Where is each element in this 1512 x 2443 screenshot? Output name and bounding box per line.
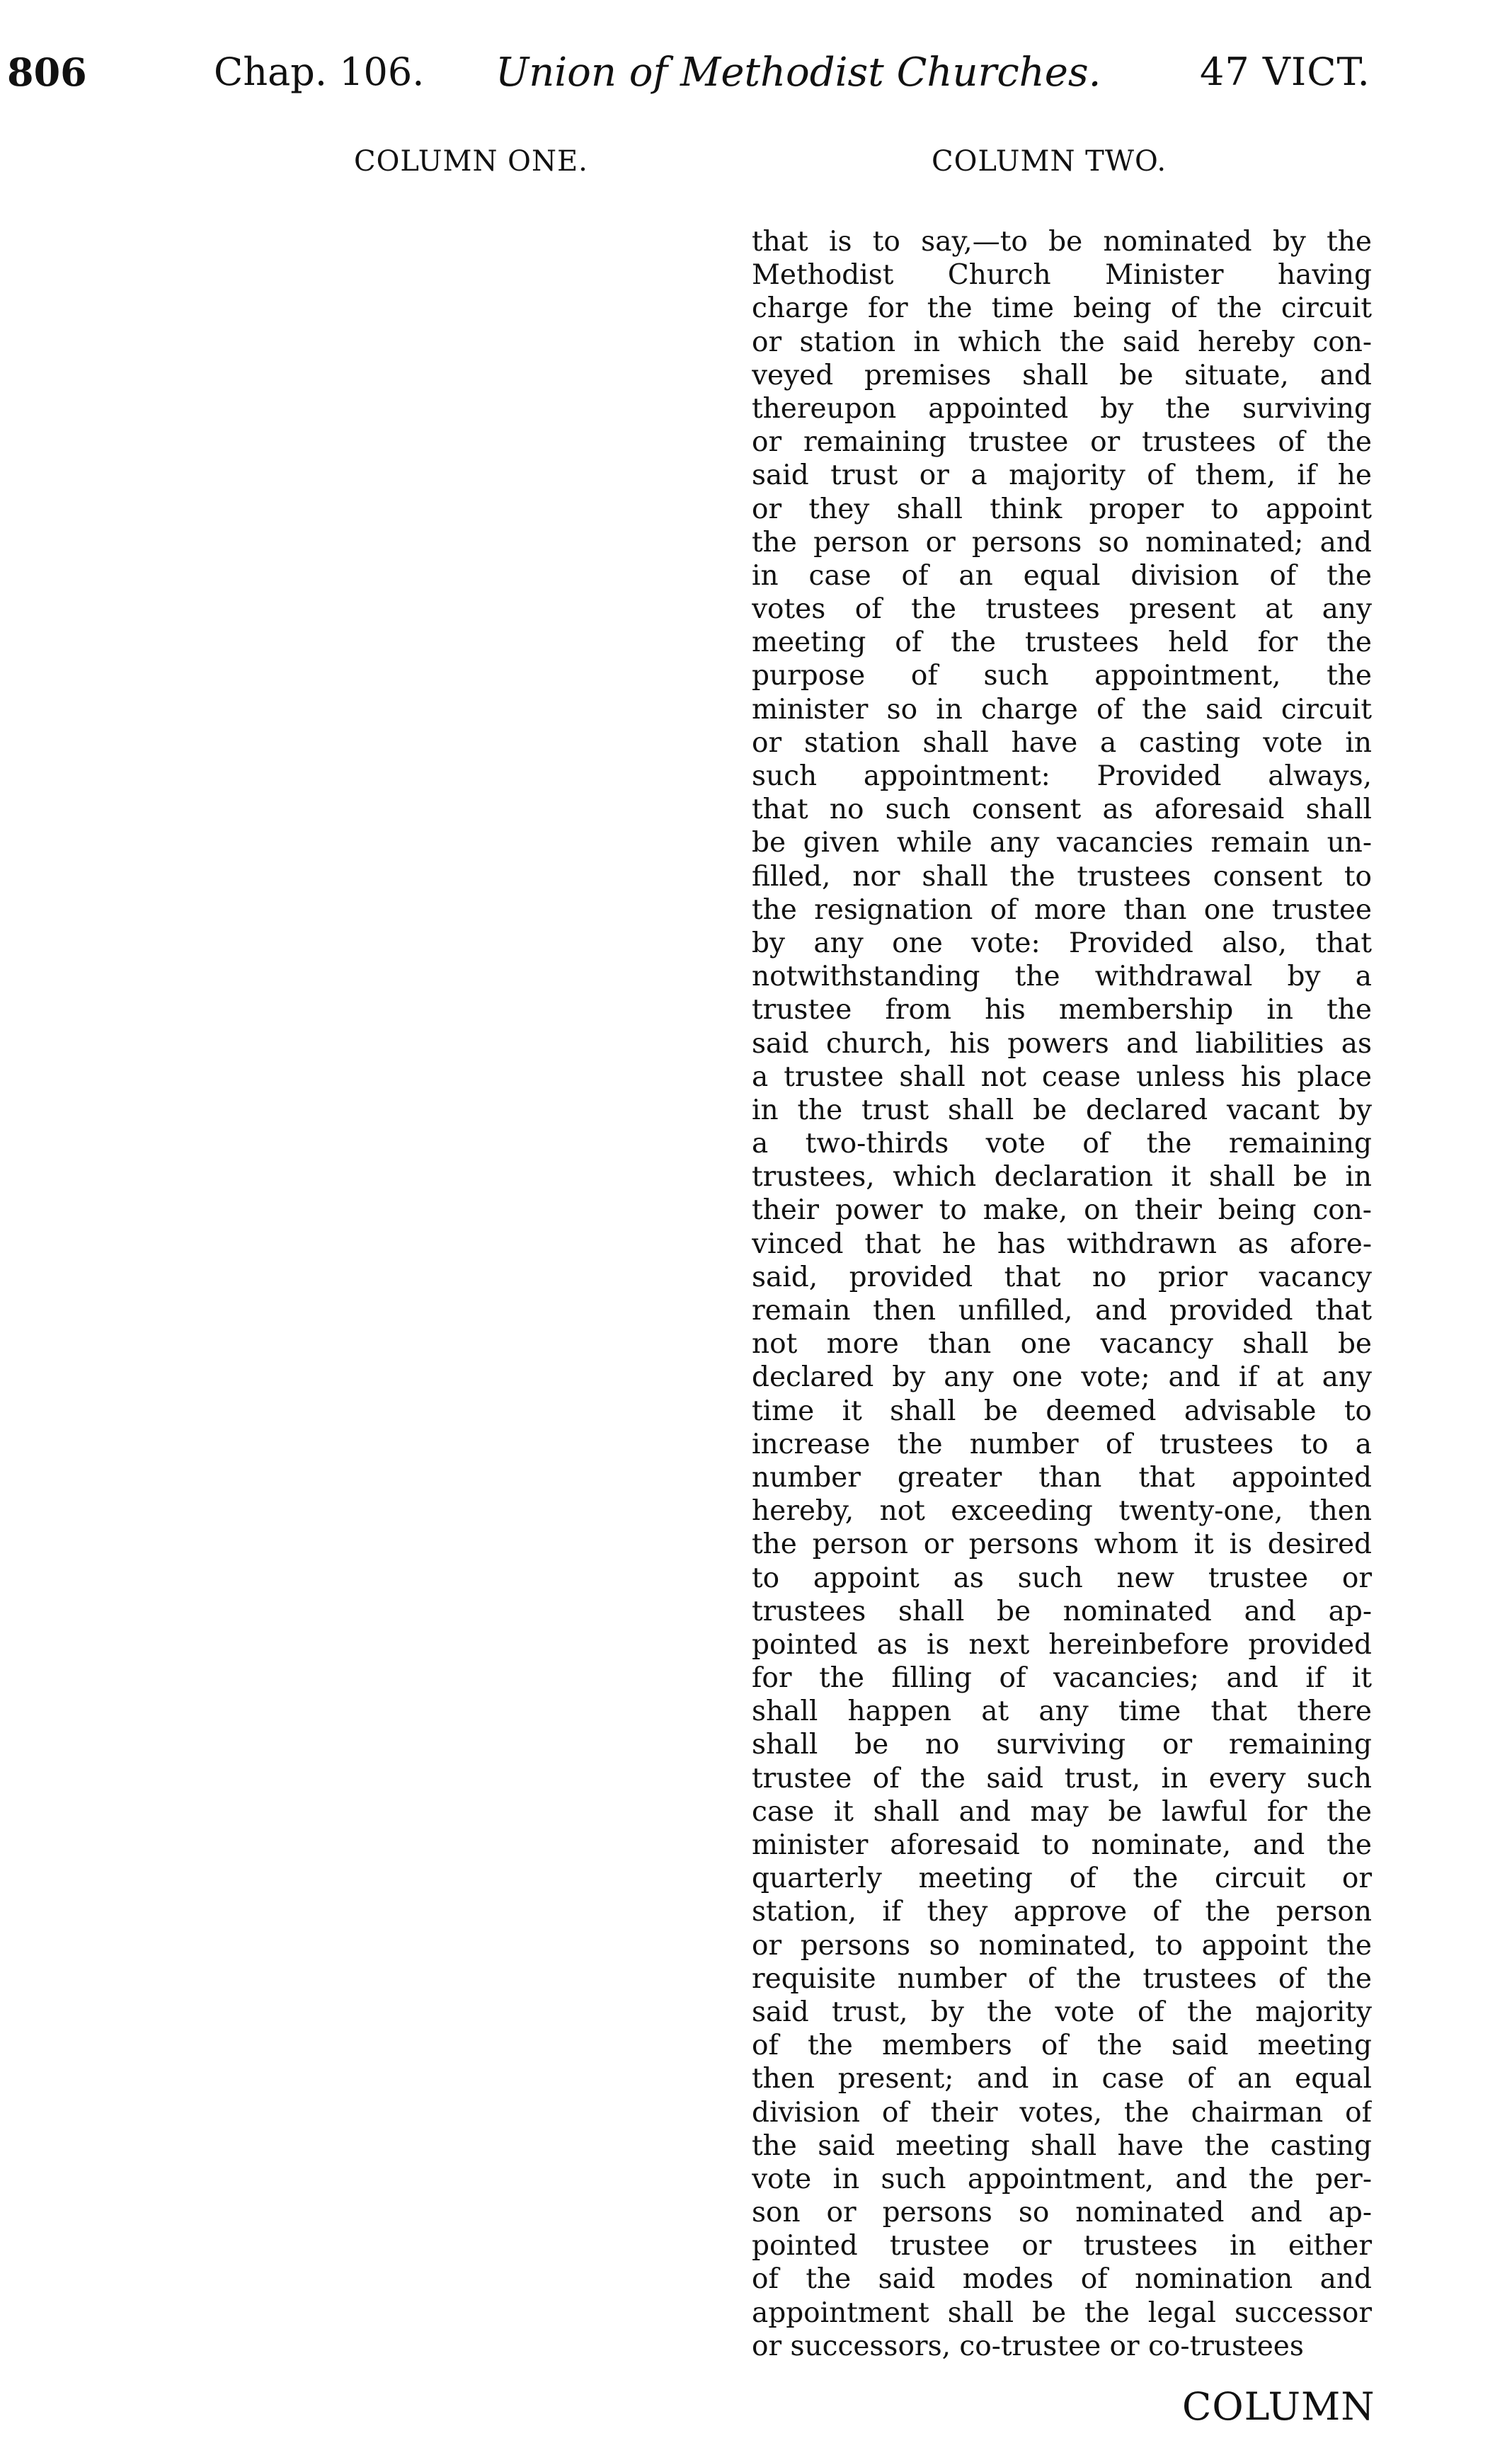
text-line: to appoint as such new trustee or [752, 1562, 1372, 1594]
text-line: for the filling of vacancies; and if it [752, 1662, 1372, 1695]
text-line: votes of the trustees present at any [752, 593, 1372, 626]
text-line: or station in which the said hereby con- [752, 326, 1372, 358]
chapter-label: Chap. 106. [214, 50, 425, 94]
text-line: then present; and in case of an equal [752, 2063, 1372, 2095]
text-line: increase the number of trustees to a [752, 1428, 1372, 1460]
column-one-heading: COLUMN ONE. [354, 145, 588, 178]
text-line: their power to make, on their being con- [752, 1194, 1372, 1227]
text-line: not more than one vacancy shall be [752, 1328, 1372, 1361]
text-line: filled, nor shall the trustees consent to [752, 860, 1372, 893]
text-line: said, provided that no prior vacancy [752, 1261, 1372, 1293]
text-line: declared by any one vote; and if at any [752, 1361, 1372, 1394]
text-line: the said meeting shall have the casting [752, 2129, 1372, 2162]
text-line: or successors, co-trustee or co-trustees [752, 2330, 1304, 2362]
text-line: by any one vote: Provided also, that [752, 927, 1372, 959]
text-line: shall be no surviving or remaining [752, 1729, 1372, 1761]
text-line: in the trust shall be declared vacant by [752, 1094, 1372, 1126]
text-line: minister aforesaid to nominate, and the [752, 1829, 1372, 1861]
text-line: trustees, which declaration it shall be in [752, 1161, 1372, 1194]
column-two-heading: COLUMN TWO. [932, 145, 1167, 178]
text-line: or remaining trustee or trustees of the [752, 426, 1372, 459]
regnal-year: 47 VICT. [1200, 50, 1370, 94]
text-line: in case of an equal division of the [752, 559, 1372, 592]
text-line: thereupon appointed by the surviving [752, 392, 1372, 425]
text-line: said trust or a majority of them, if he [752, 459, 1372, 492]
text-line: division of their votes, the chairman of [752, 2096, 1372, 2129]
text-line: of the said modes of nomination and [752, 2263, 1372, 2296]
text-line: vinced that he has withdrawn as afore- [752, 1228, 1372, 1260]
text-line: Methodist Church Minister having [752, 259, 1372, 292]
text-line: shall happen at any time that there [752, 1695, 1372, 1728]
text-line: appointment shall be the legal successor [752, 2296, 1372, 2329]
text-line: a trustee shall not cease unless his place [752, 1060, 1372, 1093]
text-line: charge for the time being of the circuit [752, 292, 1372, 325]
text-line: pointed trustee or trustees in either [752, 2230, 1372, 2262]
text-line: trustees shall be nominated and ap- [752, 1595, 1372, 1627]
text-line: meeting of the trustees held for the [752, 627, 1372, 659]
text-line: or persons so nominated, to appoint the [752, 1929, 1372, 1962]
text-line: that no such consent as aforesaid shall [752, 794, 1372, 826]
page-number: 806 [7, 50, 87, 95]
catchword: COLUMN [1182, 2384, 1375, 2429]
text-line: requisite number of the trustees of the [752, 1962, 1372, 1995]
text-line: purpose of such appointment, the [752, 660, 1372, 692]
text-line: or they shall think proper to appoint [752, 493, 1372, 525]
text-line: vote in such appointment, and the per- [752, 2163, 1372, 2195]
text-line: trustee from his membership in the [752, 994, 1372, 1026]
text-line: pointed as is next hereinbefore provided [752, 1628, 1372, 1661]
running-title: Union of Methodist Churches. [496, 50, 1101, 96]
text-line: such appointment: Provided always, [752, 760, 1372, 792]
text-line: station, if they approve of the person [752, 1896, 1372, 1928]
column-two-body [752, 225, 1372, 2363]
text-line: of the members of the said meeting [752, 2030, 1372, 2062]
text-line: that is to say,—to be nominated by the [752, 226, 1372, 258]
text-line: the resignation of more than one trustee [752, 893, 1372, 926]
text-line: trustee of the said trust, in every such [752, 1762, 1372, 1795]
text-line: number greater than that appointed [752, 1461, 1372, 1494]
text-line: notwithstanding the withdrawal by a [752, 961, 1372, 993]
text-line: veyed premises shall be situate, and [752, 359, 1372, 391]
running-header [0, 50, 1512, 120]
text-line: case it shall and may be lawful for the [752, 1795, 1372, 1828]
text-line: be given while any vacancies remain un- [752, 827, 1372, 859]
text-line: said trust, by the vote of the majority [752, 1996, 1372, 2028]
column-headings [0, 145, 1512, 188]
text-line: quarterly meeting of the circuit or [752, 1863, 1372, 1895]
text-line: or station shall have a casting vote in [752, 726, 1372, 759]
text-line: son or persons so nominated and ap- [752, 2197, 1372, 2229]
text-line: hereby, not exceeding twenty-one, then [752, 1495, 1372, 1528]
text-line: time it shall be deemed advisable to [752, 1395, 1372, 1427]
text-line: the person or persons so nominated; and [752, 526, 1372, 559]
text-line: remain then unfilled, and provided that [752, 1295, 1372, 1327]
text-line: a two-thirds vote of the remaining [752, 1128, 1372, 1160]
text-line: said church, his powers and liabilities as [752, 1027, 1372, 1060]
text-line: minister so in charge of the said circuit [752, 693, 1372, 726]
text-line: the person or persons whom it is desired [752, 1528, 1372, 1561]
